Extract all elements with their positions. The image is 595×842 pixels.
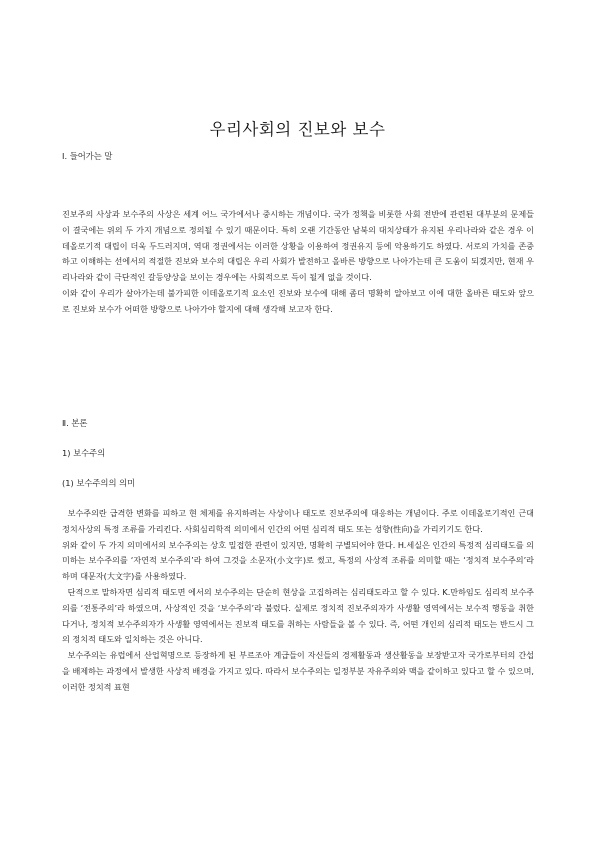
intro-body [62, 207, 534, 318]
meaning-paragraph-3: 단적으로 말하자면 심리적 태도면 에서의 보수주의는 단순히 현상을 고집하려는 심리태도라고 할 수 있다. K.만하임도 심리적 보수주의를 ‘전통주의’라 하였으며, 사상적인 것을 ‘보수주의’라 불렀다. 실제로 정치적 진보주의자가 사생활 영역에서는 보수적 행동을 취한다거나, 정치적 보수주의자가 사생활 영역에서는 진보적 태도를 취하는 사람들을 볼 수 있다. 즉, 어떤 개인의 심리적 태도는 반드시 그의 정치적 태도와 일치하는 것은 아니다. [62, 586, 535, 645]
intro-paragraph-2: 이와 같이 우리가 살아가는데 불가피한 이데올로기적 요소인 진보와 보수에 대해 좀더 명확히 알아보고 이에 대한 올바른 태도와 앞으로 진보와 보수가 어떠한 방향으로 나아가야 할지에 대해 생각해 보고자 한다. [62, 287, 534, 314]
meaning-paragraph-1: 보수주의란 급격한 변화를 피하고 현 체제를 유지하려는 사상이나 태도로 진보주의에 대응하는 개념이다. 주로 이데올로기적인 근대 정치사상의 특정 조류를 가리킨다. 사회심리학적 의미에서 인간의 어떤 심리적 태도 또는 성향(性向)을 가리키기도 한다. [62, 508, 534, 534]
document-title: 우리사회의 진보와 보수 [209, 120, 386, 139]
intro-paragraph-1: 진보주의 사상과 보수주의 사상은 세계 어느 국가에서나 중시하는 개념이다. 국가 정책을 비롯한 사회 전반에 관련된 대부분의 문제들이 결국에는 위의 두 가지 개념으로 정의될 수 있기 때문이다. 특히 오랜 기간동안 남북의 대치상태가 유지된 우리나라와 같은 경우 이데올로기적 대립이 더욱 두드러지며, 역대 정권에서는 이러한 상황을 이용하여 정권유지 등에 악용하기도 하였다. 서로의 가치를 존중하고 이해하는 선에서의 적절한 진보와 보수의 대립은 우리 사회가 발전하고 올바른 방향으로 나아가는데 큰 도움이 되겠지만, 현재 우리나라와 같이 극단적인 갈등양상을 보이는 경우에는 사회적으로 득이 될게 없을 것이다. [62, 209, 535, 283]
subsection-heading-conservatism: 1) 보수주의 [62, 448, 106, 458]
section-heading-main: Ⅱ. 본론 [62, 418, 88, 428]
meaning-body [62, 506, 534, 696]
section-heading-intro: Ⅰ. 들어가는 말 [62, 151, 113, 161]
meaning-paragraph-4: 보수주의는 유럽에서 산업혁명으로 등장하게 된 부르조아 계급들이 자신들의 경제활동과 생산활동을 보장받고자 국가로부터의 간섭을 배제하는 과정에서 발생한 사상적 배경을 가지고 있다. 따라서 보수주의는 일정부분 자유주의와 맥을 같이하고 있다고 할 수 있으며, 이러한 정치적 표현 [62, 650, 534, 692]
subsection-heading-meaning: (1) 보수주의의 의미 [62, 478, 136, 488]
meaning-paragraph-2: 위와 같이 두 가지 의미에서의 보수주의는 상호 밀접한 관련이 있지만, 명확히 구별되어야 한다. H.세실은 인간의 특정적 심리태도를 의미하는 보수주의를 ‘자연적 보수주의’라 하여 그것을 소문자(小文字)로 썼고, 특정의 사상적 조류를 의미할 때는 ‘정치적 보수주의’라 하며 대문자(大文字)를 사용하였다. [62, 539, 534, 582]
